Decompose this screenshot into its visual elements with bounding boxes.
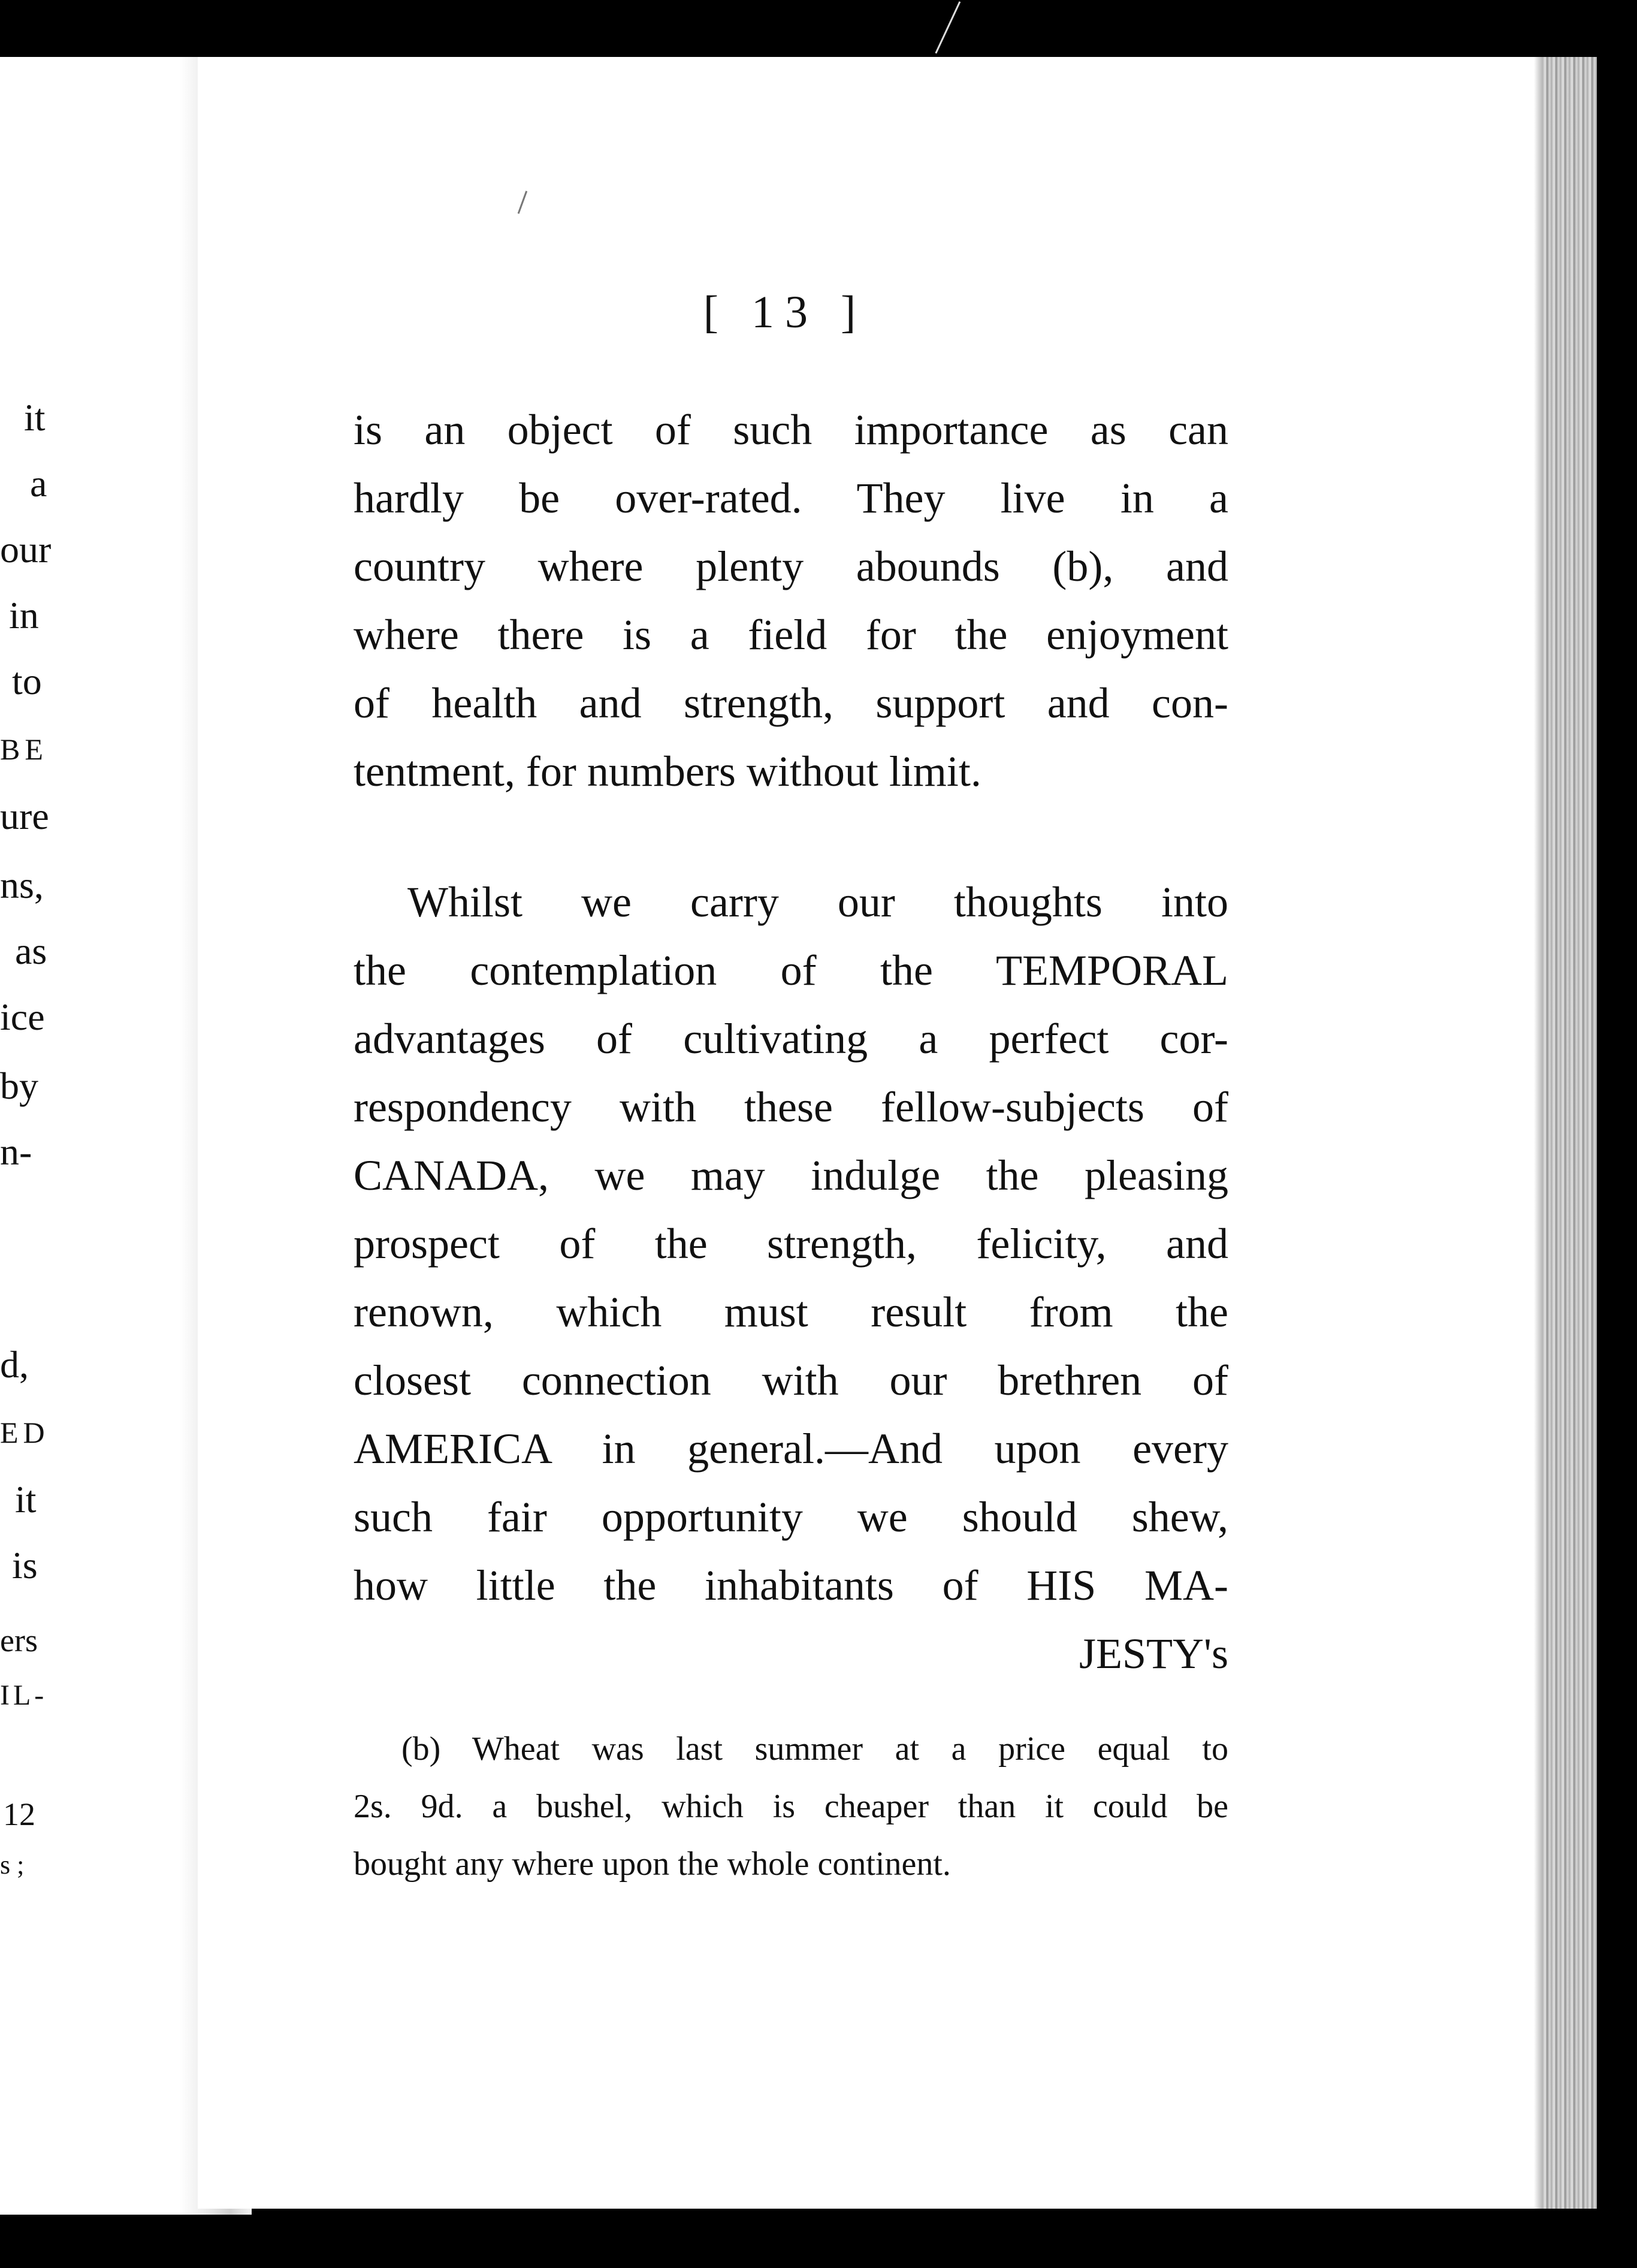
footnote-line: (b) Wheat was last summer at a price equal to — [401, 1730, 1228, 1768]
paragraph-1 — [354, 396, 1228, 806]
left-fragment: it — [24, 396, 46, 439]
text-line: renown, which must result from the — [354, 1288, 1228, 1336]
page-edge-stack — [1543, 57, 1597, 2209]
left-fragment: s ; — [0, 1850, 25, 1880]
left-fragment: n- — [0, 1130, 32, 1173]
text-line: how little the inhabitants of HIS MA- — [354, 1561, 1228, 1609]
left-fragment: BE — [0, 732, 48, 766]
left-fragment: to — [12, 660, 42, 702]
text-line: country where plenty abounds (b), and — [354, 542, 1228, 590]
text-line: tentment, for numbers without limit. — [354, 747, 981, 795]
left-fragment: IL- — [0, 1679, 48, 1711]
text-line: of health and strength, support and con- — [354, 679, 1228, 727]
left-fragment: d, — [0, 1343, 29, 1386]
left-fragment: in — [9, 594, 39, 637]
page-number: [ 13 ] — [703, 287, 867, 337]
text-line: where there is a field for the enjoyment — [354, 611, 1228, 659]
left-fragment: is — [12, 1544, 38, 1587]
text-line: closest connection with our brethren of — [354, 1356, 1228, 1404]
facing-left-page — [0, 57, 198, 2215]
footnote-line: bought any where upon the whole continent. — [354, 1845, 951, 1883]
left-fragment: ice — [0, 996, 45, 1038]
left-fragment: ED — [0, 1416, 50, 1449]
page-crease-mark — [935, 1, 965, 56]
left-fragment: ns, — [0, 864, 44, 906]
left-fragment: ure — [0, 795, 49, 837]
left-fragment: ers — [0, 1622, 38, 1658]
text-line: CANADA, we may indulge the pleasing — [354, 1151, 1228, 1199]
text-line: such fair opportunity we should shew, — [354, 1493, 1228, 1541]
paragraph-2 — [354, 868, 1228, 1688]
left-fragment: by — [0, 1064, 38, 1107]
text-line: advantages of cultivating a perfect cor- — [354, 1015, 1228, 1063]
text-line: respondency with these fellow-subjects of — [354, 1083, 1228, 1131]
footnote — [354, 1720, 1228, 1893]
left-fragment: a — [30, 462, 47, 505]
text-line: is an object of such importance as can — [354, 406, 1228, 454]
text-line: AMERICA in general.—And upon every — [354, 1425, 1228, 1473]
text-line: the contemplation of the TEMPORAL — [354, 946, 1228, 994]
text-line: hardly be over-rated. They live in a — [354, 474, 1228, 522]
left-fragment: as — [15, 930, 47, 972]
catchword: JESTY's — [1079, 1630, 1228, 1678]
text-line: prospect of the strength, felicity, and — [354, 1220, 1228, 1268]
text-line: Whilst we carry our thoughts into — [407, 878, 1228, 926]
left-fragment: our — [0, 528, 52, 571]
left-fragment: 12 — [3, 1796, 35, 1832]
footnote-line: 2s. 9d. a bushel, which is cheaper than it could be — [354, 1788, 1228, 1825]
left-fragment: it — [15, 1478, 37, 1521]
